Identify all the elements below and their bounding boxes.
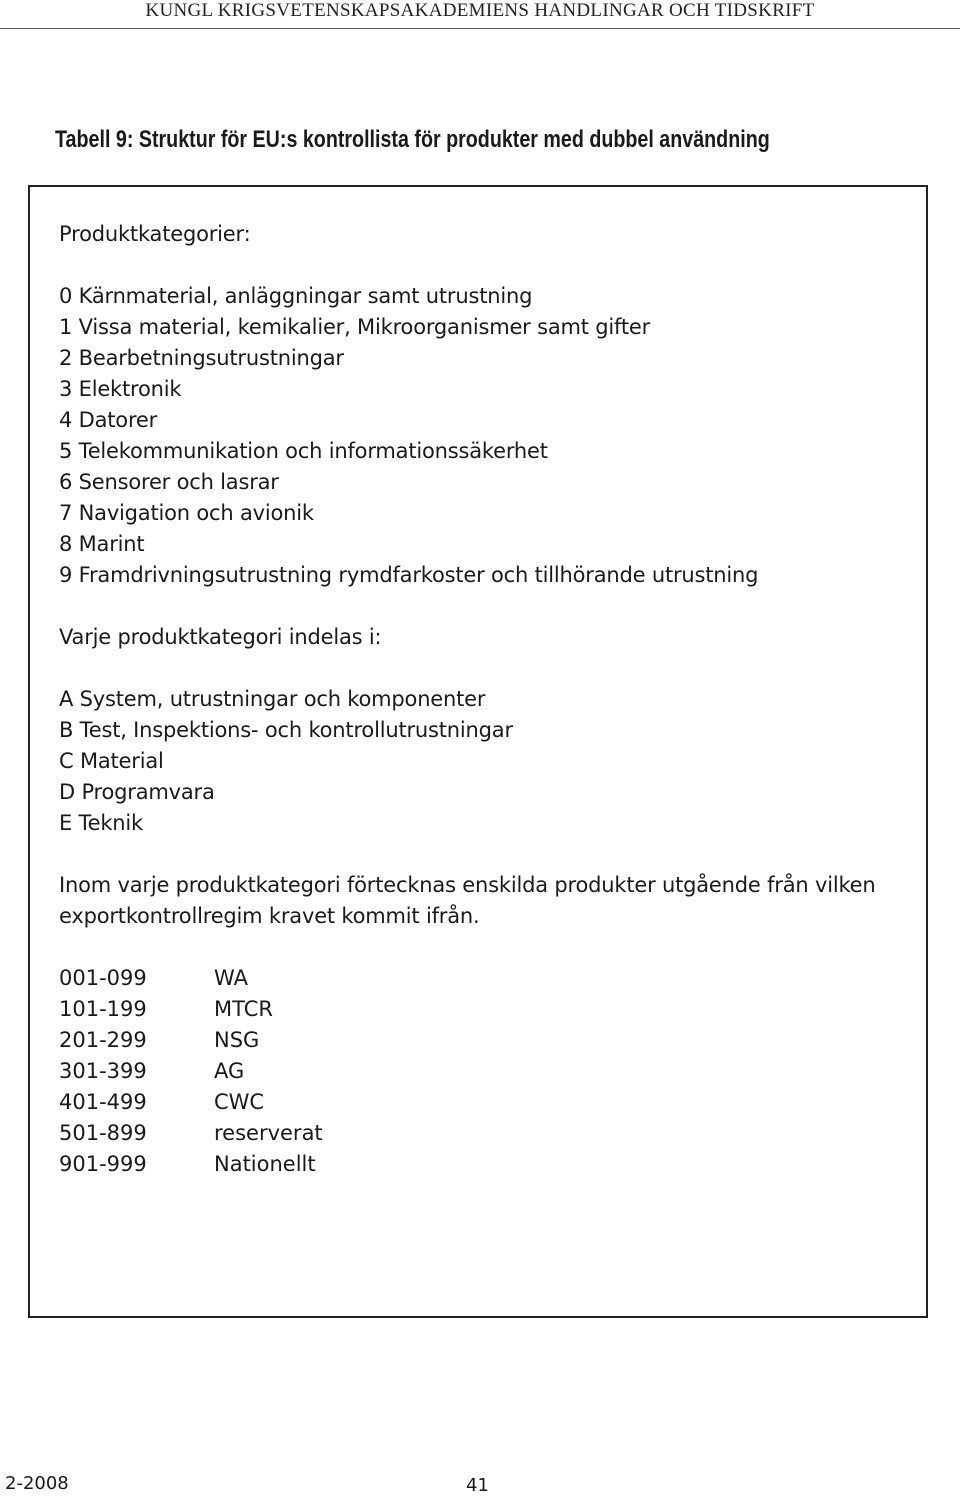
regime-row <box>59 963 919 994</box>
running-header: KUNGL KRIGSVETENSKAPSAKADEMIENS HANDLINGAR OCH TIDSKRIFT <box>145 0 815 21</box>
category-item: 2 Bearbetningsutrustningar <box>59 346 344 370</box>
spacer <box>59 591 919 622</box>
category-item: 6 Sensorer och lasrar <box>59 470 279 494</box>
spacer <box>59 653 919 684</box>
regime-row <box>59 1118 919 1149</box>
regime-range: 301-399 <box>59 1059 147 1083</box>
category-item: 8 Marint <box>59 532 145 556</box>
regime-row <box>59 994 919 1025</box>
spacer <box>59 932 919 963</box>
categories-heading: Produktkategorier: <box>59 222 251 246</box>
category-item: 0 Kärnmaterial, anläggningar samt utrustning <box>59 284 533 308</box>
spacer <box>59 839 919 870</box>
category-item: 3 Elektronik <box>59 377 182 401</box>
subdivision-item: B Test, Inspektions- och kontrollutrustningar <box>59 718 513 742</box>
regime-paragraph: Inom varje produktkategori förtecknas enskilda produkter utgående från vilken exportkontrollregim kravet kommit ifrån. <box>59 873 876 928</box>
regime-name: AG <box>214 1059 245 1083</box>
page-number: 41 <box>466 1475 489 1496</box>
subdivision-item: A System, utrustningar och komponenter <box>59 687 486 711</box>
regime-row <box>59 1087 919 1118</box>
regime-range: 401-499 <box>59 1090 147 1114</box>
regime-name: reserverat <box>214 1121 323 1145</box>
regime-row <box>59 1149 919 1180</box>
category-item: 5 Telekommunikation och informationssäkerhet <box>59 439 548 463</box>
spacer <box>59 250 919 281</box>
regime-name: CWC <box>214 1090 265 1114</box>
regime-range: 901-999 <box>59 1152 147 1176</box>
subdivision-item: C Material <box>59 749 164 773</box>
regime-row <box>59 1025 919 1056</box>
subdivision-item: D Programvara <box>59 780 215 804</box>
subdivision-list <box>59 684 919 839</box>
regime-name: Nationellt <box>214 1152 316 1176</box>
regime-name: NSG <box>214 1028 260 1052</box>
category-list <box>59 281 919 591</box>
regime-name: MTCR <box>214 997 273 1021</box>
subdivision-item: E Teknik <box>59 811 143 835</box>
table-title: Tabell 9: Struktur för EU:s kontrollista för produkter med dubbel användning <box>55 126 770 153</box>
table-content <box>59 219 919 1180</box>
header-divider <box>0 28 960 29</box>
regime-range: 001-099 <box>59 966 147 990</box>
regime-range: 201-299 <box>59 1028 147 1052</box>
issue-number: 2-2008 <box>5 1473 69 1494</box>
regime-table <box>59 963 919 1180</box>
category-item: 1 Vissa material, kemikalier, Mikroorganismer samt gifter <box>59 315 651 339</box>
category-item: 4 Datorer <box>59 408 158 432</box>
category-item: 7 Navigation och avionik <box>59 501 314 525</box>
regime-row <box>59 1056 919 1087</box>
category-item: 9 Framdrivningsutrustning rymdfarkoster och tillhörande utrustning <box>59 563 759 587</box>
regime-range: 501-899 <box>59 1121 147 1145</box>
subdivision-heading: Varje produktkategori indelas i: <box>59 625 382 649</box>
regime-name: WA <box>214 966 248 990</box>
regime-range: 101-199 <box>59 997 147 1021</box>
